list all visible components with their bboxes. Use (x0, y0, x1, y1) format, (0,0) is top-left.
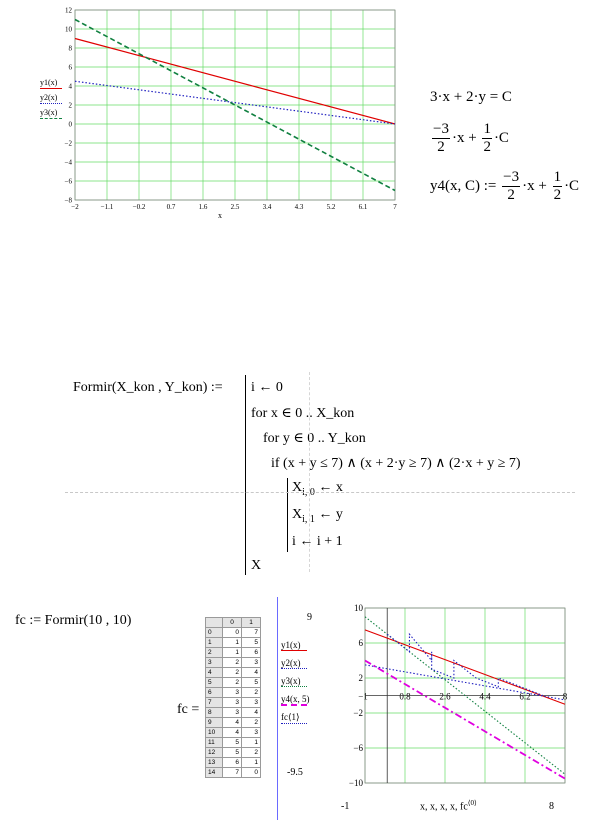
table-cell: 3 (242, 728, 261, 738)
legend-y2-swatch (40, 103, 62, 104)
equation-y4-definition (430, 170, 579, 203)
legend-b-y4-swatch (281, 704, 307, 706)
region-divider (277, 597, 278, 820)
y-tick-label: 4 (68, 82, 72, 91)
y-tick-label: −2 (64, 139, 72, 148)
x-axis-label: x (218, 211, 222, 220)
table-row (206, 678, 261, 688)
table-cell: 1 (223, 648, 242, 658)
x-tick-label: −2 (71, 203, 79, 211)
x-max-label: 8 (549, 801, 554, 812)
program-line-init: i ← 0 (251, 380, 283, 395)
frac-num: 1 (483, 121, 491, 137)
table-cell: 5 (223, 748, 242, 758)
legend-y3-swatch (40, 118, 62, 119)
table-cell: 2 (223, 658, 242, 668)
table-row (206, 628, 261, 638)
table-cell: 2 (242, 748, 261, 758)
legend-b-y1-label: y1(x) (281, 640, 301, 650)
table-row (206, 708, 261, 718)
table-cell: 5 (223, 738, 242, 748)
x-tick-label: 1.6 (198, 203, 208, 211)
frac-num: −3 (503, 169, 520, 185)
legend-b-y2-label: y2(x) (281, 658, 301, 668)
program-bar-outer (245, 375, 246, 575)
table-row-header: 11 (206, 738, 223, 748)
y-tick-label: −2 (353, 708, 363, 718)
x-tick-label: −1.1 (100, 203, 114, 211)
table-cell: 1 (242, 738, 261, 748)
table-cell: 4 (242, 708, 261, 718)
frac-den: 2 (483, 139, 491, 155)
table-row-header: 8 (206, 708, 223, 718)
y-tick-label: 0 (68, 120, 72, 129)
table-row-header: 5 (206, 678, 223, 688)
x-tick-label: −0.2 (132, 203, 146, 211)
table-cell: 0 (223, 628, 242, 638)
table-row (206, 728, 261, 738)
var-x: X (292, 507, 303, 522)
fraction-neg-three-halves (502, 170, 520, 203)
table-row-header: 2 (206, 648, 223, 658)
table-row-header: 4 (206, 668, 223, 678)
table-cell: 1 (223, 638, 242, 648)
program-line-increment: i ← i + 1 (292, 534, 343, 549)
table-row (206, 658, 261, 668)
eq-mid: ·x + (522, 177, 547, 194)
x-tick-label: 6.1 (358, 203, 368, 211)
x-tick-label: 2.5 (230, 203, 240, 211)
x-tick-label: 3.4 (262, 203, 272, 211)
x-tick-label: 4.4 (479, 691, 491, 702)
legend-y1 (40, 78, 62, 89)
eq-lhs: y4(x, C) := (430, 177, 497, 194)
y-tick-label: 2 (68, 101, 72, 110)
table-column-header: 0 (223, 618, 242, 628)
x-tick-label: 8 (562, 691, 568, 702)
table-cell: 2 (242, 718, 261, 728)
frac-den: 2 (507, 187, 515, 203)
table-row (206, 668, 261, 678)
table-row-header: 13 (206, 758, 223, 768)
table-cell: 2 (242, 688, 261, 698)
y-tick-label: −4 (64, 158, 72, 167)
fc-result-table (205, 617, 261, 778)
top-line-chart (30, 5, 405, 220)
table-row (206, 758, 261, 768)
legend-b-fc (281, 712, 307, 724)
table-row (206, 718, 261, 728)
table-cell: 0 (242, 768, 261, 778)
table-cell: 3 (242, 698, 261, 708)
table-cell: 4 (223, 718, 242, 728)
program-line-assign-x (292, 480, 343, 498)
y-tick-label: −6 (64, 177, 72, 186)
fc-equals: fc = (177, 702, 200, 717)
bottom-line-chart (335, 600, 575, 795)
table-row (206, 738, 261, 748)
legend-y3 (40, 108, 62, 119)
legend-b-y4 (281, 694, 310, 706)
table-cell: 7 (223, 768, 242, 778)
table-row-header: 10 (206, 728, 223, 738)
table-cell: 6 (223, 758, 242, 768)
legend-b-y1-swatch (281, 650, 307, 651)
table-cell: 4 (242, 668, 261, 678)
frac-den: 2 (437, 139, 445, 155)
table-cell: 6 (242, 648, 261, 658)
table-cell: 5 (242, 638, 261, 648)
table-cell: 3 (242, 658, 261, 668)
table-cell: 4 (223, 728, 242, 738)
x-tick-label: 6.2 (519, 691, 531, 702)
y-tick-label: −6 (353, 743, 363, 753)
equation-solved (430, 122, 509, 155)
table-row (206, 688, 261, 698)
table-row-header: 0 (206, 628, 223, 638)
region-separator-vertical (309, 372, 310, 572)
y-min-label: -9.5 (287, 767, 303, 778)
region-separator (65, 492, 575, 493)
x-tick-label: 2.6 (439, 691, 451, 702)
table-cell: 2 (223, 678, 242, 688)
table-row (206, 638, 261, 648)
fc-definition: fc := Formir(10 , 10) (15, 613, 132, 628)
assign-rhs: ← x (318, 480, 343, 495)
bottom-x-axis-label (420, 799, 477, 812)
table-row (206, 698, 261, 708)
series-line-fc1 (387, 634, 543, 695)
y-tick-label: −10 (348, 778, 363, 788)
table-row (206, 768, 261, 778)
frac-num: 1 (553, 169, 562, 185)
table-column-header: 1 (242, 618, 261, 628)
table-row (206, 648, 261, 658)
table-cell: 1 (242, 758, 261, 768)
table-row-header: 12 (206, 748, 223, 758)
y-tick-label: 8 (68, 44, 72, 53)
program-line-if: if (x + y ≤ 7) ∧ (x + 2·y ≥ 7) ∧ (2·x + y ≥ 7) (271, 456, 521, 471)
table-row-header: 3 (206, 658, 223, 668)
legend-b-fc-label: fc⟨1⟩ (281, 712, 300, 722)
table-row-header: 6 (206, 688, 223, 698)
table-cell: 3 (223, 698, 242, 708)
x-tick-label: 0.8 (399, 691, 411, 702)
x-tick-label: −1 (358, 691, 368, 702)
assign-rhs: ← y (318, 507, 343, 522)
y-tick-label: 10 (65, 25, 72, 34)
series-line-y2x (365, 665, 565, 700)
table-row-header: 14 (206, 768, 223, 778)
legend-b-y4-label: y4(x, 5) (281, 694, 310, 704)
program-header: Formir(X_kon , Y_kon) := (73, 380, 223, 395)
equation-constraint: 3·x + 2·y = C (430, 89, 512, 105)
legend-y1-label: y1(x) (40, 78, 58, 87)
fraction-one-half (553, 170, 563, 203)
table-row (206, 748, 261, 758)
legend-b-y2-swatch (281, 668, 307, 669)
program-line-for-y: for y ∈ 0 .. Y_kon (263, 431, 366, 446)
eq-tail: ·C (493, 129, 509, 146)
x-label-text: x, x, x, x, fc (420, 801, 468, 813)
table-corner (206, 618, 223, 628)
y-tick-label: 10 (354, 603, 363, 613)
legend-b-y1 (281, 640, 307, 651)
table-row-header: 7 (206, 698, 223, 708)
y-tick-label: 2 (358, 673, 363, 683)
legend-b-fc-swatch (281, 723, 307, 724)
legend-y2-label: y2(x) (40, 93, 58, 102)
fraction-one-half (482, 122, 492, 155)
eq-tail: ·C (564, 177, 580, 194)
table-row-header: 1 (206, 638, 223, 648)
table-cell: 2 (223, 668, 242, 678)
y-tick-label: −8 (64, 196, 72, 205)
table-cell: 3 (223, 708, 242, 718)
x-label-sup: ⟨0⟩ (467, 799, 477, 807)
table-cell: 5 (242, 678, 261, 688)
eq-mid: ·x + (451, 129, 477, 146)
legend-y2 (40, 93, 62, 104)
program-line-assign-y (292, 507, 343, 525)
legend-b-y3-swatch (281, 686, 307, 687)
y-tick-label: 6 (358, 638, 363, 648)
legend-b-y3-label: y3(x) (281, 676, 301, 686)
x-tick-label: 0.7 (166, 203, 176, 211)
legend-b-y2 (281, 658, 307, 669)
fraction-neg-three-halves (432, 122, 450, 155)
table-cell: 3 (223, 688, 242, 698)
x-tick-label: 7 (393, 203, 397, 211)
subscript: i, 1 (302, 513, 315, 525)
legend-b-y3 (281, 676, 307, 687)
legend-y1-swatch (40, 88, 62, 89)
frac-den: 2 (553, 187, 562, 203)
x-tick-label: 5.2 (326, 203, 336, 211)
x-min-label: -1 (341, 801, 350, 812)
x-tick-label: 4.3 (294, 203, 304, 211)
legend-y3-label: y3(x) (40, 108, 58, 117)
program-line-for-x: for x ∈ 0 .. X_kon (251, 406, 355, 421)
program-bar-inner (287, 478, 288, 552)
program-line-return: X (251, 558, 262, 573)
table-row-header: 9 (206, 718, 223, 728)
table-cell: 7 (242, 628, 261, 638)
frac-num: −3 (433, 121, 449, 137)
y-tick-label: 12 (65, 6, 72, 15)
var-x: X (292, 480, 303, 495)
y-tick-label: 6 (68, 63, 72, 72)
subscript: i, 0 (302, 486, 315, 498)
y-max-label: 9 (307, 612, 312, 623)
